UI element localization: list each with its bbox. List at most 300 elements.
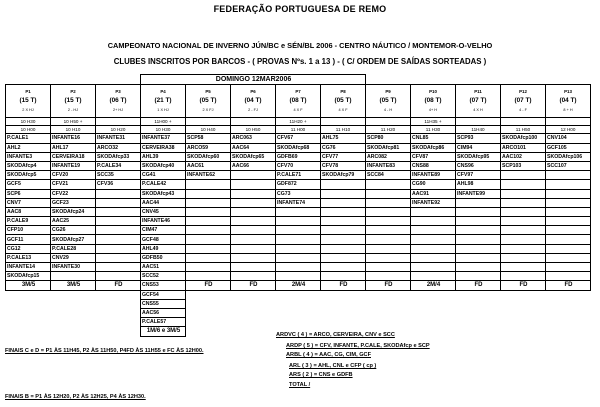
race-lanes: (05 T)	[199, 97, 217, 104]
entry-cell	[96, 217, 141, 226]
entry-row	[6, 171, 591, 180]
blank-cell	[51, 318, 96, 327]
race-number: P8	[340, 88, 346, 94]
entry-cell: AAC91	[411, 189, 456, 198]
race-lanes: (15 T)	[19, 97, 37, 104]
race-time: 10 H10	[51, 126, 96, 134]
entry-cell	[96, 198, 141, 207]
race-number: P11	[474, 88, 482, 94]
entry-cell: CFV67	[276, 134, 321, 143]
race-time	[186, 118, 231, 126]
race-time: 10 H30	[6, 118, 51, 126]
entry-cell: INFANTE3	[6, 152, 51, 161]
entry-cell	[546, 180, 591, 189]
race-number: P10	[429, 88, 437, 94]
entry-cell	[96, 226, 141, 235]
entry-cell	[186, 217, 231, 226]
entry-cell: INFANTE31	[96, 134, 141, 143]
race-time	[546, 118, 591, 126]
entry-cell: INFANTE30	[51, 263, 96, 272]
entry-cell	[411, 226, 456, 235]
blank-cell	[6, 327, 51, 336]
entry-cell: AAC66	[231, 161, 276, 170]
entry-cell	[456, 272, 501, 281]
race-total: 3M/5	[6, 281, 51, 290]
race-boat-class: 4+ H	[428, 108, 438, 112]
entry-cell	[411, 263, 456, 272]
entry-cell	[96, 263, 141, 272]
entry-cell	[321, 272, 366, 281]
race-lanes: (15 T)	[64, 97, 82, 104]
entry-cell: CFV77	[321, 152, 366, 161]
race-header-row	[6, 85, 591, 118]
entry-cell: CFV22	[51, 189, 96, 198]
race-header	[186, 85, 231, 118]
race-lanes: (07 T)	[514, 97, 532, 104]
entry-cell: SKODAfcp33	[96, 152, 141, 161]
entry-cell: SCC84	[366, 171, 411, 180]
entry-cell: SKODAfcp100	[501, 134, 546, 143]
entry-cell: SKODAfcp27	[51, 235, 96, 244]
blank-cell	[51, 290, 96, 299]
entry-cell: CFV87	[411, 152, 456, 161]
entry-cell	[96, 244, 141, 253]
entry-cell	[96, 272, 141, 281]
entry-cell	[231, 263, 276, 272]
legend-line: ARDP ( 5 ) = CFV, INFANTE, P.CALE, SKODAfcp e SCP	[286, 343, 430, 349]
race-lanes: (08 T)	[424, 97, 442, 104]
entry-cell	[366, 217, 411, 226]
entry-cell	[366, 253, 411, 262]
entry-cell	[501, 198, 546, 207]
entry-cell	[186, 226, 231, 235]
entry-cell: ARC063	[231, 134, 276, 143]
entry-cell	[321, 263, 366, 272]
entry-cell: P.CALE42	[141, 180, 186, 189]
totals-row	[6, 281, 591, 290]
entry-cell	[231, 226, 276, 235]
entry-cell	[231, 198, 276, 207]
entry-cell: CFV36	[96, 180, 141, 189]
entry-cell: CG73	[276, 189, 321, 198]
entry-cell	[456, 244, 501, 253]
entry-cell: SKODAfcp81	[366, 143, 411, 152]
race-lanes: (21 T)	[154, 97, 172, 104]
race-total: FD	[456, 281, 501, 290]
entry-cell: CERVEIRA18	[51, 152, 96, 161]
entry-cell	[231, 180, 276, 189]
entry-cell: SKODAfcp79	[321, 171, 366, 180]
extra-row	[6, 308, 591, 317]
race-lanes: (05 T)	[334, 97, 352, 104]
entry-cell: CFV20	[51, 171, 96, 180]
entry-cell	[321, 207, 366, 216]
entry-cell: CG90	[411, 180, 456, 189]
entry-cell: GDFB50	[141, 253, 186, 262]
blank-cell	[96, 318, 141, 327]
entry-cell	[276, 272, 321, 281]
entry-cell: AAC8	[6, 207, 51, 216]
entry-cell: AHL17	[51, 143, 96, 152]
race-number: P9	[385, 88, 391, 94]
race-lanes: (04 T)	[244, 97, 262, 104]
entry-cell: SCC35	[96, 171, 141, 180]
entry-cell	[411, 253, 456, 262]
race-number: P1	[25, 88, 31, 94]
entry-cell: CG12	[6, 244, 51, 253]
entry-cell	[546, 226, 591, 235]
race-number: P12	[519, 88, 527, 94]
entry-cell	[546, 207, 591, 216]
race-time	[96, 118, 141, 126]
p4-note: 1M/6 e 3M/5	[141, 327, 186, 336]
day-row	[6, 75, 591, 85]
entry-cell	[186, 253, 231, 262]
race-lanes: (07 T)	[469, 97, 487, 104]
race-time: 11H40	[456, 126, 501, 134]
entry-cell: INFANTE89	[411, 171, 456, 180]
race-header	[501, 85, 546, 118]
blank-cell	[6, 299, 51, 308]
race-time: 10 H30	[141, 126, 186, 134]
race-header	[546, 85, 591, 118]
blank-cell	[51, 299, 96, 308]
race-time	[456, 118, 501, 126]
blank-cell	[96, 327, 141, 336]
entry-row	[6, 152, 591, 161]
entry-cell	[321, 189, 366, 198]
entry-cell: INFANTE62	[186, 171, 231, 180]
race-header	[96, 85, 141, 118]
race-number: P5	[205, 88, 211, 94]
entry-cell	[321, 253, 366, 262]
entry-cell: P.CALE28	[51, 244, 96, 253]
entry-cell: INFANTE14	[6, 263, 51, 272]
blank-cell	[51, 308, 96, 317]
race-time: 10 H40	[186, 126, 231, 134]
entry-cell	[276, 235, 321, 244]
race-boat-class: 4 X F	[338, 108, 348, 112]
entry-cell: CNS55	[141, 299, 186, 308]
entry-cell: INFANTE16	[51, 134, 96, 143]
entry-cell: SKODAfcp95	[456, 152, 501, 161]
entry-row	[6, 143, 591, 152]
entry-cell: AAC25	[51, 217, 96, 226]
race-total: FD	[186, 281, 231, 290]
race-number: P4	[160, 88, 166, 94]
race-lanes: (06 T)	[109, 97, 127, 104]
entry-cell: CG76	[321, 143, 366, 152]
entry-cell	[321, 180, 366, 189]
entry-cell	[186, 198, 231, 207]
race-schedule-table	[5, 74, 591, 337]
race-time: 10 H20	[96, 126, 141, 134]
clubs-subtitle: CLUBES INSCRITOS POR BARCOS - ( PROVAS Nºs. 1 a 13 ) - ( C/ ORDEM DE SAÍDAS SORTEADAS )	[113, 57, 487, 66]
entry-cell	[456, 263, 501, 272]
entry-cell	[366, 207, 411, 216]
entry-cell	[231, 189, 276, 198]
entry-row	[6, 207, 591, 216]
race-total: 2M/4	[276, 281, 321, 290]
time-row	[6, 118, 591, 126]
entry-cell	[546, 198, 591, 207]
entry-cell: SCP6	[6, 189, 51, 198]
entry-cell	[456, 207, 501, 216]
entry-cell: SKODAfcp24	[51, 207, 96, 216]
entry-cell	[456, 226, 501, 235]
race-time: 11 H10	[321, 126, 366, 134]
entry-cell: SKODAfcp43	[141, 189, 186, 198]
entry-cell	[501, 244, 546, 253]
entry-cell: CNV29	[51, 253, 96, 262]
race-boat-class: 4 X H	[473, 108, 483, 112]
entry-cell	[411, 207, 456, 216]
championship-title: CAMPEONATO NACIONAL DE INVERNO JÚN/BC e SÉN/BL 2006 - CENTRO NÁUTICO / MONTEMOR-O-VELHO	[107, 41, 493, 50]
blank-cell	[96, 308, 141, 317]
entry-cell: CG41	[141, 171, 186, 180]
race-boat-class: 8 + H	[563, 108, 573, 112]
entry-row	[6, 253, 591, 262]
entry-cell	[321, 244, 366, 253]
entry-cell: AAC102	[501, 152, 546, 161]
race-number: P3	[115, 88, 121, 94]
blank-cell	[456, 75, 501, 85]
race-time: 10 H00	[6, 126, 51, 134]
entry-cell	[186, 263, 231, 272]
entry-row	[6, 198, 591, 207]
race-header	[6, 85, 51, 118]
entry-cell	[186, 235, 231, 244]
entry-row	[6, 217, 591, 226]
legend-line: ARS ( 2 ) = CNS e GDFB	[289, 372, 353, 378]
race-total: 3M/5	[51, 281, 96, 290]
entry-cell	[501, 189, 546, 198]
entry-cell: P.CALE1	[6, 134, 51, 143]
entry-row	[6, 226, 591, 235]
entry-row	[6, 189, 591, 198]
entry-cell: SKODAfcp86	[411, 143, 456, 152]
entry-cell	[276, 207, 321, 216]
entry-cell	[276, 217, 321, 226]
entry-cell: CIM47	[141, 226, 186, 235]
entry-cell	[546, 263, 591, 272]
entry-cell	[321, 217, 366, 226]
entry-cell	[366, 226, 411, 235]
race-header	[366, 85, 411, 118]
blank-cell	[96, 75, 141, 85]
entry-cell: AHL49	[141, 244, 186, 253]
race-lanes: (04 T)	[559, 97, 577, 104]
blank-cell	[6, 308, 51, 317]
race-lanes: (05 T)	[379, 97, 397, 104]
entry-cell: SKODAfcp4	[6, 161, 51, 170]
entry-cell: CFV97	[456, 171, 501, 180]
entry-cell	[546, 217, 591, 226]
entry-cell	[501, 235, 546, 244]
entry-cell	[501, 253, 546, 262]
finals-line: FINAIS B = P1 ÀS 12H20, P2 ÀS 12H25, P4 ÀS 12H30.	[5, 394, 146, 400]
race-time: 10 H50 +	[51, 118, 96, 126]
race-boat-class: 4 - H	[383, 108, 393, 112]
race-boat-class: 2 X FJ	[202, 108, 214, 112]
race-header	[321, 85, 366, 118]
entry-cell: AHL2	[6, 143, 51, 152]
entry-cell	[411, 235, 456, 244]
race-header	[231, 85, 276, 118]
entry-cell	[366, 244, 411, 253]
entry-cell: GCF54	[141, 290, 186, 299]
entry-cell	[501, 180, 546, 189]
entry-cell: ARC082	[366, 152, 411, 161]
entry-cell: GCF48	[141, 235, 186, 244]
entry-cell: GCF5	[6, 180, 51, 189]
entry-cell: INFANTE99	[456, 189, 501, 198]
race-boat-class: 1 X HJ	[157, 108, 169, 112]
entry-cell: INFANTE92	[411, 198, 456, 207]
entry-cell: AHL39	[141, 152, 186, 161]
race-number: P6	[250, 88, 256, 94]
entry-cell	[411, 244, 456, 253]
entry-cell: AHL75	[321, 134, 366, 143]
race-total: FD	[231, 281, 276, 290]
race-header	[456, 85, 501, 118]
day-label: DOMINGO 12MAR2006	[141, 75, 366, 85]
entry-cell	[231, 244, 276, 253]
entry-cell	[231, 235, 276, 244]
entry-cell: SKODAfcp106	[546, 152, 591, 161]
race-lanes: (08 T)	[289, 97, 307, 104]
entry-cell: SCP80	[366, 134, 411, 143]
entry-cell: INFANTE19	[51, 161, 96, 170]
entry-cell: CFV78	[321, 161, 366, 170]
race-number: P13	[564, 88, 572, 94]
entry-cell: SKODAfcp65	[231, 152, 276, 161]
race-time	[366, 118, 411, 126]
entry-cell: P.CALE13	[6, 253, 51, 262]
entry-cell	[501, 272, 546, 281]
entry-cell	[186, 244, 231, 253]
entry-cell	[321, 235, 366, 244]
entry-cell: ARCO101	[501, 143, 546, 152]
entry-cell: ARCO32	[96, 143, 141, 152]
blank-cell	[6, 318, 51, 327]
entry-row	[6, 272, 591, 281]
race-time: 11H35 +	[411, 118, 456, 126]
entry-cell: GCF105	[546, 143, 591, 152]
entry-cell: CFV21	[51, 180, 96, 189]
race-header	[51, 85, 96, 118]
entry-cell: AAC56	[141, 308, 186, 317]
entry-cell	[501, 263, 546, 272]
entry-cell	[96, 235, 141, 244]
extra-row	[6, 318, 591, 327]
blank-cell	[366, 75, 411, 85]
entry-cell	[501, 217, 546, 226]
entry-cell: SCP58	[186, 134, 231, 143]
entry-cell: GDFB69	[276, 152, 321, 161]
entry-cell: GDF872	[276, 180, 321, 189]
blank-cell	[546, 75, 591, 85]
entry-cell	[456, 235, 501, 244]
entry-cell	[411, 217, 456, 226]
entry-cell	[501, 226, 546, 235]
race-time: 12 H00	[546, 126, 591, 134]
entry-cell	[96, 253, 141, 262]
entry-cell: AAC61	[186, 161, 231, 170]
entry-cell: P.CALE57	[141, 318, 186, 327]
entry-cell: SKODAfcp15	[6, 272, 51, 281]
legend-line: ARL ( 3 ) = AHL, CNL e CFP ( cp )	[289, 363, 377, 369]
extra-row	[6, 299, 591, 308]
entry-cell: GCF11	[6, 235, 51, 244]
entry-cell: AAC51	[141, 263, 186, 272]
entry-cell	[321, 198, 366, 207]
entry-cell	[411, 272, 456, 281]
entry-cell	[366, 189, 411, 198]
legend-line: ARDVC ( 4 ) = ARCO, CERVEIRA, CNV e SCC	[276, 332, 395, 338]
entry-cell: CIM94	[456, 143, 501, 152]
entry-cell	[231, 207, 276, 216]
blank-cell	[96, 290, 141, 299]
blank-cell	[6, 75, 51, 85]
entry-cell	[546, 189, 591, 198]
entry-cell	[231, 217, 276, 226]
entry-cell	[546, 253, 591, 262]
entry-cell	[186, 180, 231, 189]
entry-cell: SCC107	[546, 161, 591, 170]
entry-cell: CFP10	[6, 226, 51, 235]
entry-cell: CNS96	[456, 161, 501, 170]
entry-cell: INFANTE46	[141, 217, 186, 226]
race-boat-class: 2+ HJ	[112, 108, 124, 112]
entry-cell	[276, 226, 321, 235]
race-header	[141, 85, 186, 118]
entry-cell: CG26	[51, 226, 96, 235]
entry-cell	[546, 272, 591, 281]
entry-cell: INFANTE83	[366, 161, 411, 170]
entry-cell: CNV104	[546, 134, 591, 143]
entry-cell: SCP103	[501, 161, 546, 170]
entry-cell: CNV45	[141, 207, 186, 216]
entry-cell	[231, 171, 276, 180]
entry-cell	[276, 244, 321, 253]
race-time: 11H20 +	[276, 118, 321, 126]
blank-cell	[96, 299, 141, 308]
race-time: 11 H30	[411, 126, 456, 134]
entry-cell	[366, 263, 411, 272]
race-total: FD	[366, 281, 411, 290]
race-total: FD	[501, 281, 546, 290]
race-header	[276, 85, 321, 118]
entry-cell	[276, 253, 321, 262]
race-time: 11 H00	[276, 126, 321, 134]
race-time	[231, 118, 276, 126]
race-time: 10 H50	[231, 126, 276, 134]
entry-cell	[231, 253, 276, 262]
legend-line: ARBL ( 4 ) = AAC, CG, CIM, GCF	[286, 352, 371, 358]
race-total: CNS53	[141, 281, 186, 290]
entry-cell: SCP93	[456, 134, 501, 143]
entry-cell	[186, 189, 231, 198]
race-header	[411, 85, 456, 118]
race-time	[321, 118, 366, 126]
entry-row	[6, 244, 591, 253]
entry-cell: SCC52	[141, 272, 186, 281]
entry-cell	[456, 217, 501, 226]
time-row	[6, 126, 591, 134]
entry-cell: AAC64	[231, 143, 276, 152]
entry-cell: SKODAfcp60	[186, 152, 231, 161]
